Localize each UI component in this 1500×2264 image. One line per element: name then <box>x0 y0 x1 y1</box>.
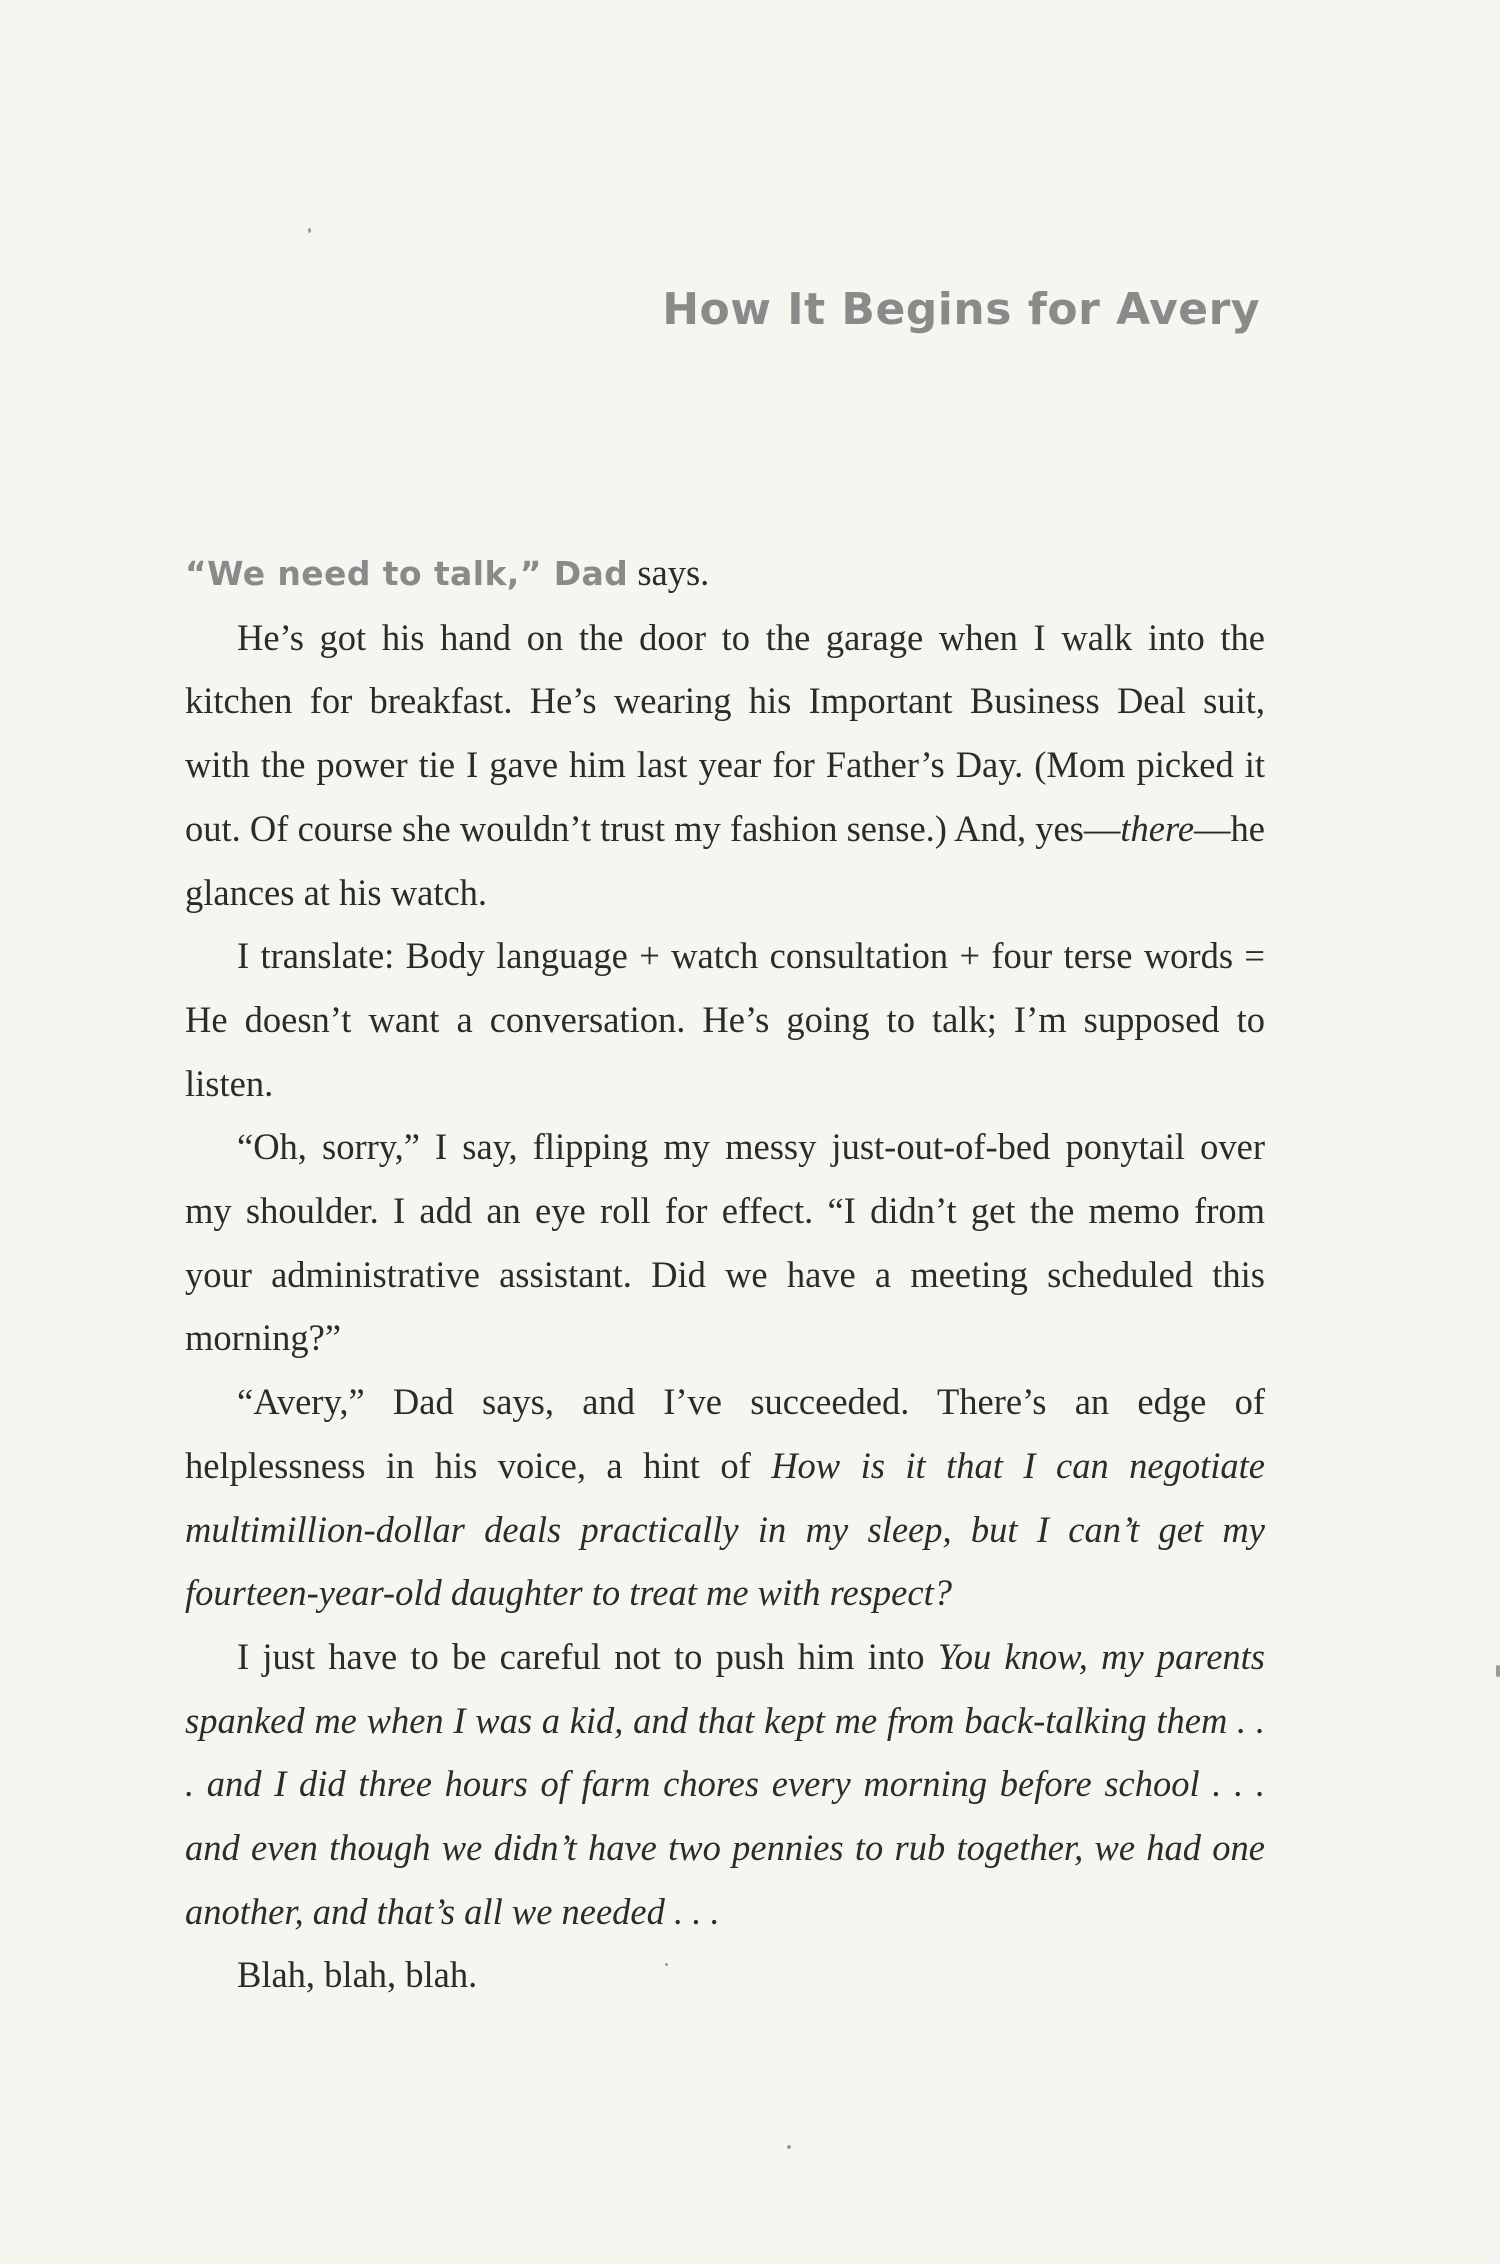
paragraph-1 <box>185 541 1265 606</box>
paragraph-3: I translate: Body language + watch consultation + four terse words = He doesn’t want a conversation. He’s going to talk; I’m supposed to listen. <box>185 935 1265 1104</box>
lead-in-text: “We need to talk,” Dad <box>185 554 629 593</box>
paragraph-6-text: I just have to be careful not to push him into <box>237 1635 938 1677</box>
chapter-title: How It Begins for Avery <box>662 284 1260 335</box>
paragraph-6 <box>185 1625 1265 1944</box>
paragraph-6-italic: You know, my parents spanked me when I was a kid, and that kept me from back-talking them . . . and I did three hours of farm chores every morning before school . . . and even though we didn’t have two pennies to rub together, we had one another, and that’s all we needed . . . <box>185 1635 1266 1932</box>
paragraph-2-text-b: —he glances at his watch. <box>185 807 1265 913</box>
paragraph-5-text: “Avery,” Dad says, and I’ve succeeded. There’s an edge of helplessness in his voice, a hint of <box>185 1381 1265 1486</box>
paragraph-5-italic: How is it that I can negotiate multimillion-dollar deals practically in my sleep, but I can’t get my fourteen-year-old daughter to treat me with respect? <box>185 1444 1265 1614</box>
paragraph-4: “Oh, sorry,” I say, flipping my messy just-out-of-bed ponytail over my shoulder. I add an eye roll for effect. “I didn’t get the memo from your administrative assistant. Did we have a meeting scheduled this morning?” <box>185 1126 1265 1359</box>
chapter-body <box>185 541 1265 2007</box>
paragraph-2-text-a: He’s got his hand on the door to the garage when I walk into the kitchen for breakfast. He’s wearing his Important Business Deal suit, with the power tie I gave him last year for Father’s Day. (Mom picked it out. Of course she wouldn’t trust my fashion sense.) And, yes— <box>185 616 1265 849</box>
paragraph-5 <box>185 1370 1265 1625</box>
paragraph-2-italic: there <box>1120 807 1195 849</box>
paragraph-1-rest: says. <box>628 552 710 593</box>
paragraph-7: Blah, blah, blah. <box>237 1954 478 1996</box>
paragraph-2 <box>185 606 1265 925</box>
